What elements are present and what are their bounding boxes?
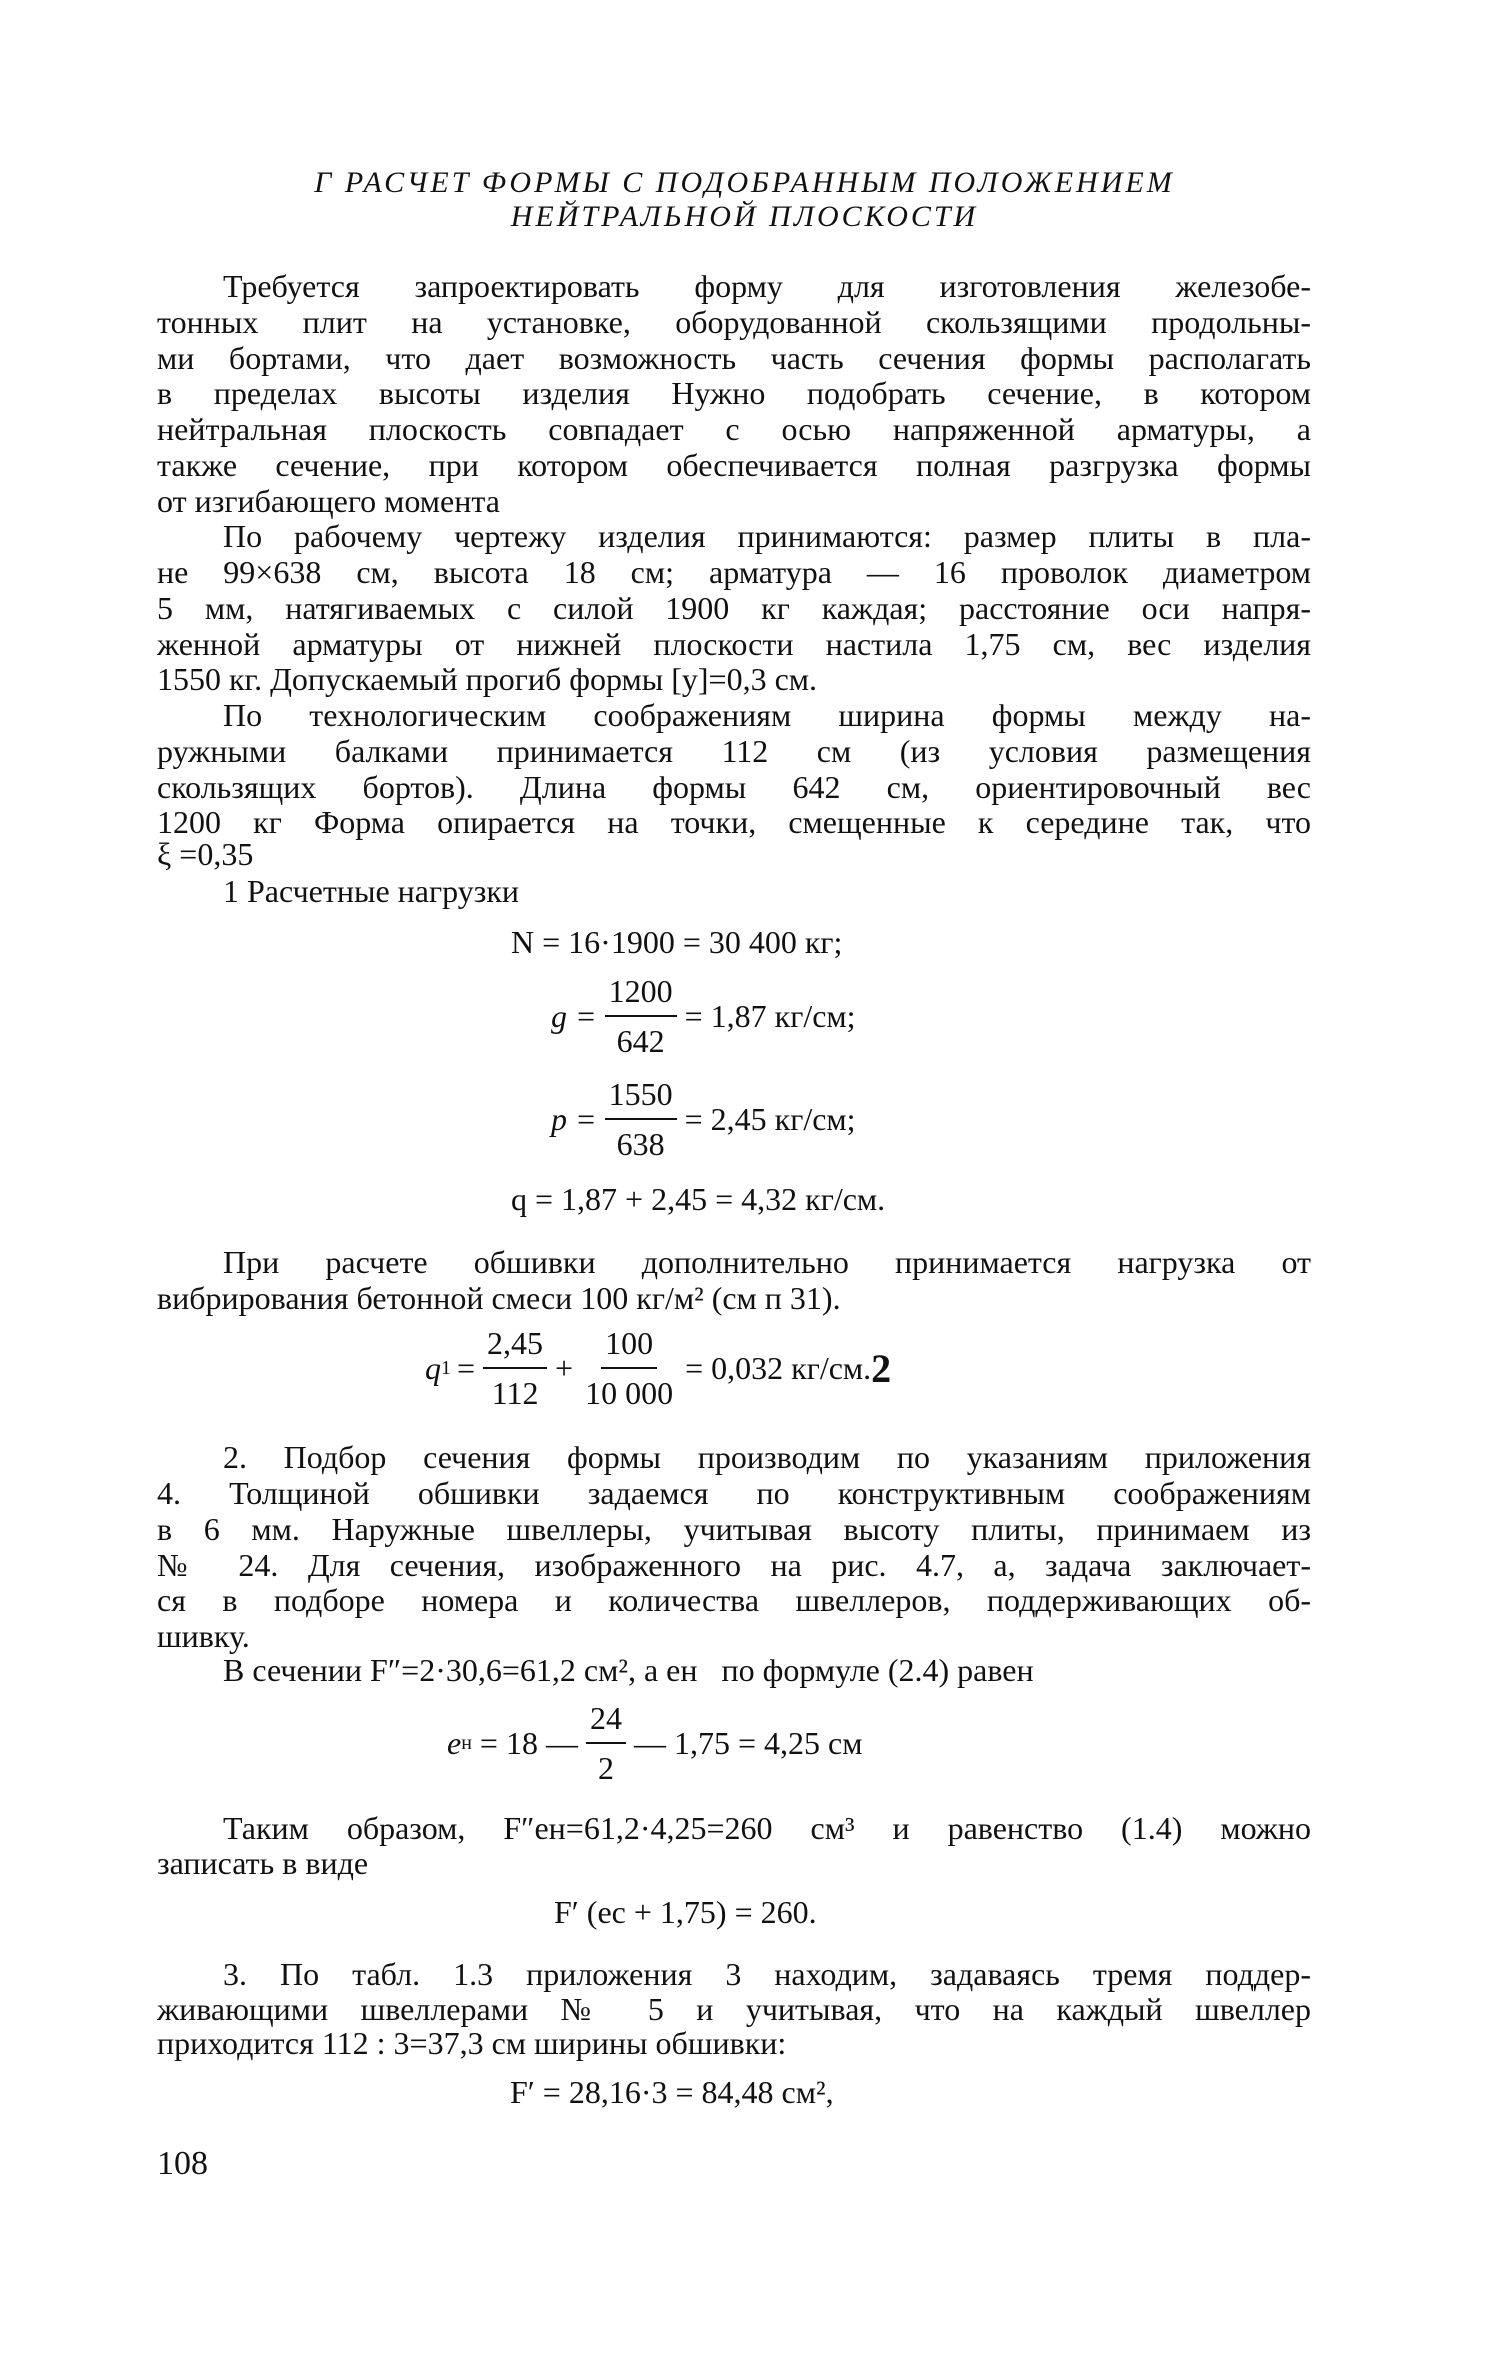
equals-sign: =	[457, 1349, 476, 1386]
text-line: 1550 кг. Допускаемый прогиб формы [y]=0,3 см.	[157, 661, 818, 697]
text-line: 1200 кг Форма опирается на точки, смещенные к середине так, что	[157, 804, 1311, 840]
text-line: По рабочему чертежу изделия принимаются: размер плиты в пла-	[223, 518, 1311, 554]
text-line: также сечение, при котором обеспечивается полная разгрузка формы	[157, 447, 1311, 483]
equation-rhs: = 2,45 кг/см;	[684, 1100, 856, 1137]
text-line: 3. По табл. 1.3 приложения 3 находим, задаваясь тремя поддер-	[223, 1956, 1311, 1992]
denominator: 638	[616, 1126, 665, 1162]
equation-rhs: = 1,87 кг/см;	[684, 997, 856, 1034]
denominator: 642	[616, 1023, 665, 1059]
equation-p	[551, 1064, 856, 1174]
handwritten-mark: 2	[871, 1345, 892, 1391]
text-line: не 99×638 см, высота 18 см; арматура — 16 проволок диаметром	[157, 554, 1311, 590]
text-line: ξ =0,35	[157, 836, 254, 872]
equation-mid: = 18 —	[479, 1724, 578, 1761]
denominator: 10 000	[585, 1375, 674, 1411]
fraction	[605, 973, 677, 1059]
equation-en	[447, 1688, 862, 1798]
subscript: н	[461, 1731, 472, 1754]
text-line: По технологическим соображениям ширина формы между на-	[223, 697, 1311, 733]
equation-lhs: p =	[551, 1100, 597, 1137]
text-line: записать в виде	[157, 1845, 369, 1881]
page-number: 108	[157, 2145, 208, 2182]
equation-rhs: — 1,75 = 4,25 см	[633, 1724, 863, 1761]
equation-lhs: e	[447, 1724, 462, 1761]
numerator: 1200	[605, 973, 677, 1017]
section-heading-cont: НЕЙТРАЛЬНОЙ ПЛОСКОСТИ	[510, 200, 979, 233]
section-heading: Г РАСЧЕТ ФОРМЫ С ПОДОБРАННЫМ ПОЛОЖЕНИЕМ	[314, 166, 1175, 199]
text-line: 4. Толщиной обшивки задаемся по конструктивным соображениям	[157, 1475, 1311, 1511]
text-line: При расчете обшивки дополнительно принимается нагрузка от	[223, 1244, 1311, 1280]
text-line: Требуется запроектировать форму для изготовления железобе-	[223, 268, 1311, 304]
equation-q1	[425, 1313, 891, 1423]
fraction	[586, 1700, 626, 1786]
equation-lhs: q	[425, 1349, 441, 1386]
text-line: скользящих бортов). Длина формы 642 см, ориентировочный вес	[157, 769, 1311, 805]
plus-sign: +	[555, 1349, 574, 1386]
subscript: 1	[441, 1356, 451, 1379]
text-line: живающими швеллерами № 5 и учитывая, что на каждый швеллер	[157, 1991, 1311, 2027]
numerator: 24	[586, 1700, 626, 1744]
equation-F	[554, 1892, 817, 1932]
text-line: № 24. Для сечения, изображенного на рис. 4.7, а, задача заключает-	[157, 1547, 1311, 1583]
text-line: в 6 мм. Наружные швеллеры, учитывая высоту плиты, принимаем из	[157, 1511, 1311, 1547]
numerator: 100	[601, 1325, 657, 1369]
text-line: ми бортами, что дает возможность часть сечения формы располагать	[157, 340, 1311, 376]
numerator: 2,45	[483, 1325, 547, 1369]
text-line: ружными балками принимается 112 см (из условия размещения	[157, 733, 1311, 769]
text-line: вибрирования бетонной смеси 100 кг/м² (см п 31).	[157, 1280, 841, 1316]
fraction	[581, 1325, 677, 1411]
subsection-title: 1 Расчетные нагрузки	[223, 873, 520, 909]
text-line: от изгибающего момента	[157, 483, 500, 519]
equation-F2	[510, 2072, 834, 2112]
text-line: ся в подборе номера и количества швеллеров, поддерживающих об-	[157, 1582, 1311, 1618]
denominator: 2	[597, 1750, 614, 1786]
text-line: приходится 112 : 3=37,3 см ширины обшивки:	[157, 2025, 787, 2061]
text-line: женной арматуры от нижней плоскости настила 1,75 см, вес изделия	[157, 626, 1311, 662]
equation-rhs: = 0,032 кг/см.	[685, 1349, 872, 1386]
text-line: 2. Подбор сечения формы производим по указаниям приложения	[223, 1439, 1311, 1475]
numerator: 1550	[605, 1076, 677, 1120]
denominator: 112	[491, 1375, 539, 1411]
text-line: шивку.	[157, 1618, 250, 1654]
text-line: 5 мм, натягиваемых с силой 1900 кг каждая; расстояние оси напря-	[157, 590, 1311, 626]
text-line: нейтральная плоскость совпадает с осью напряженной арматуры, а	[157, 411, 1311, 447]
fraction	[605, 1076, 677, 1162]
equation-text: N = 16·1900 = 30 400 кг;	[511, 923, 843, 960]
equation-text: F′ (eс + 1,75) = 260.	[554, 1893, 817, 1930]
text-line: тонных плит на установке, оборудованной скользящими продольны-	[157, 304, 1311, 340]
equation-lhs: g =	[551, 997, 597, 1034]
text-line: В сечении F″=2·30,6=61,2 см², а eн по формуле (2.4) равен	[223, 1652, 1034, 1688]
fraction	[483, 1325, 547, 1411]
equation-N	[511, 922, 842, 962]
equation-text: q = 1,87 + 2,45 = 4,32 кг/см.	[511, 1180, 886, 1217]
equation-g	[551, 961, 856, 1071]
text-line: в пределах высоты изделия Нужно подобрать сечение, в котором	[157, 375, 1311, 411]
equation-q	[511, 1179, 885, 1219]
equation-text: F′ = 28,16·3 = 84,48 см²,	[510, 2073, 834, 2110]
text-line: Таким образом, F″eн=61,2·4,25=260 см³ и равенство (1.4) можно	[223, 1810, 1311, 1846]
